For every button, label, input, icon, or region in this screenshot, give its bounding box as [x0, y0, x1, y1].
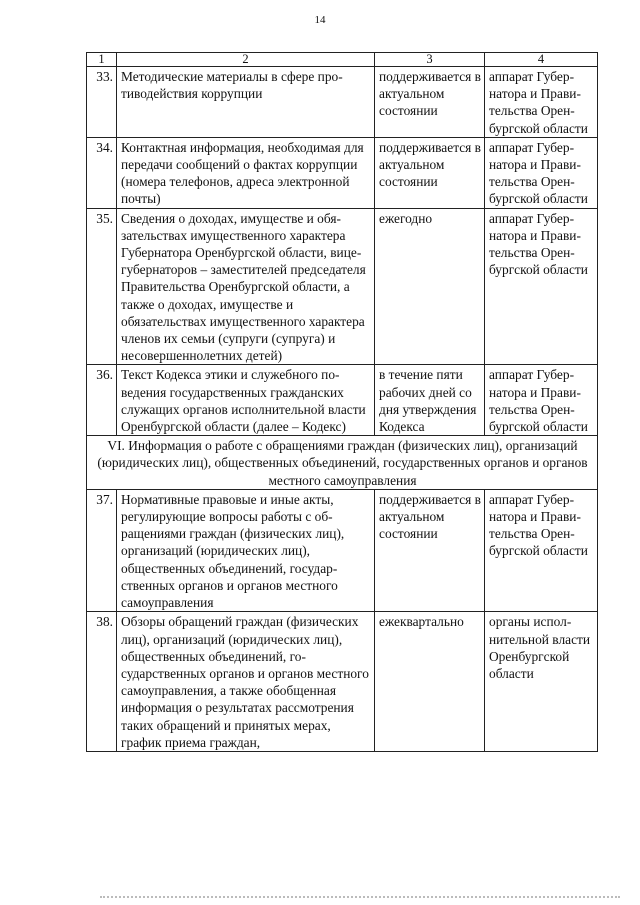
row-description: Контактная информация, необходимая для передачи сообщений о фактах коррупции (номера телефонов, адреса электронной почты) [117, 137, 375, 208]
column-header: 1 [87, 53, 117, 67]
footer-divider [100, 896, 620, 900]
page-number: 14 [314, 14, 326, 26]
row-responsible: аппарат Губернатора и Правительства Оренбургской области [485, 67, 598, 138]
row-period: поддерживается в актуальном состоянии [375, 137, 485, 208]
row-description: Сведения о доходах, имуществе и обязательствах имущественного характера Губернатора Оренбургской области, вице-губернаторов – заместителей председателя Правительства Оренбургской области, а также о доходах, имуществе и обязательствах имущественного характера членов их семьи (супруги (супруга) и несовершеннолетних детей) [117, 208, 375, 365]
row-period: ежегодно [375, 208, 485, 365]
row-number: 36. [87, 365, 117, 436]
section-heading-row [87, 436, 598, 490]
row-period: ежеквартально [375, 612, 485, 752]
row-responsible: аппарат Губернатора и Правительства Оренбургской области [485, 137, 598, 208]
row-number: 34. [87, 137, 117, 208]
row-number: 33. [87, 67, 117, 138]
row-description: Обзоры обращений граждан (физических лиц), организаций (юридических лиц), общественных объединений, государственных органов и органов местного самоуправления, а также обобщенная информация о результатах рассмотрения таких обращений и принятых мерах, график приема граждан, [117, 612, 375, 752]
row-responsible: органы исполнительной власти Оренбургской области [485, 612, 598, 752]
section-heading: VI. Информация о работе с обращениями граждан (физических лиц), организаций (юридических лиц), общественных объединений, государственных органов и органов местного самоуправления [87, 436, 598, 490]
measures-table [86, 52, 598, 752]
row-responsible: аппарат Губернатора и Правительства Оренбургской области [485, 208, 598, 365]
table-row [87, 208, 598, 365]
row-description: Текст Кодекса этики и служебного поведения государственных гражданских служащих органов исполнительной власти Оренбургской области (далее – Кодекс) [117, 365, 375, 436]
column-header: 2 [117, 53, 375, 67]
table-row [87, 612, 598, 752]
table-header-row [87, 53, 598, 67]
column-header: 4 [485, 53, 598, 67]
row-period: поддерживается в актуальном состоянии [375, 67, 485, 138]
row-period: поддерживается в актуальном состоянии [375, 489, 485, 611]
row-number: 38. [87, 612, 117, 752]
row-description: Нормативные правовые и иные акты, регулирующие вопросы работы с обращениями граждан (физических лиц), организаций (юридических лиц), общественных объединений, государственных органов и органов местного самоуправления [117, 489, 375, 611]
table-row [87, 365, 598, 436]
row-period: в течение пяти рабочих дней со дня утверждения Кодекса [375, 365, 485, 436]
table-row [87, 489, 598, 611]
column-header: 3 [375, 53, 485, 67]
table-row [87, 137, 598, 208]
row-number: 37. [87, 489, 117, 611]
table-row [87, 67, 598, 138]
row-responsible: аппарат Губернатора и Правительства Оренбургской области [485, 365, 598, 436]
row-responsible: аппарат Губернатора и Правительства Оренбургской области [485, 489, 598, 611]
row-description: Методические материалы в сфере противодействия коррупции [117, 67, 375, 138]
row-number: 35. [87, 208, 117, 365]
